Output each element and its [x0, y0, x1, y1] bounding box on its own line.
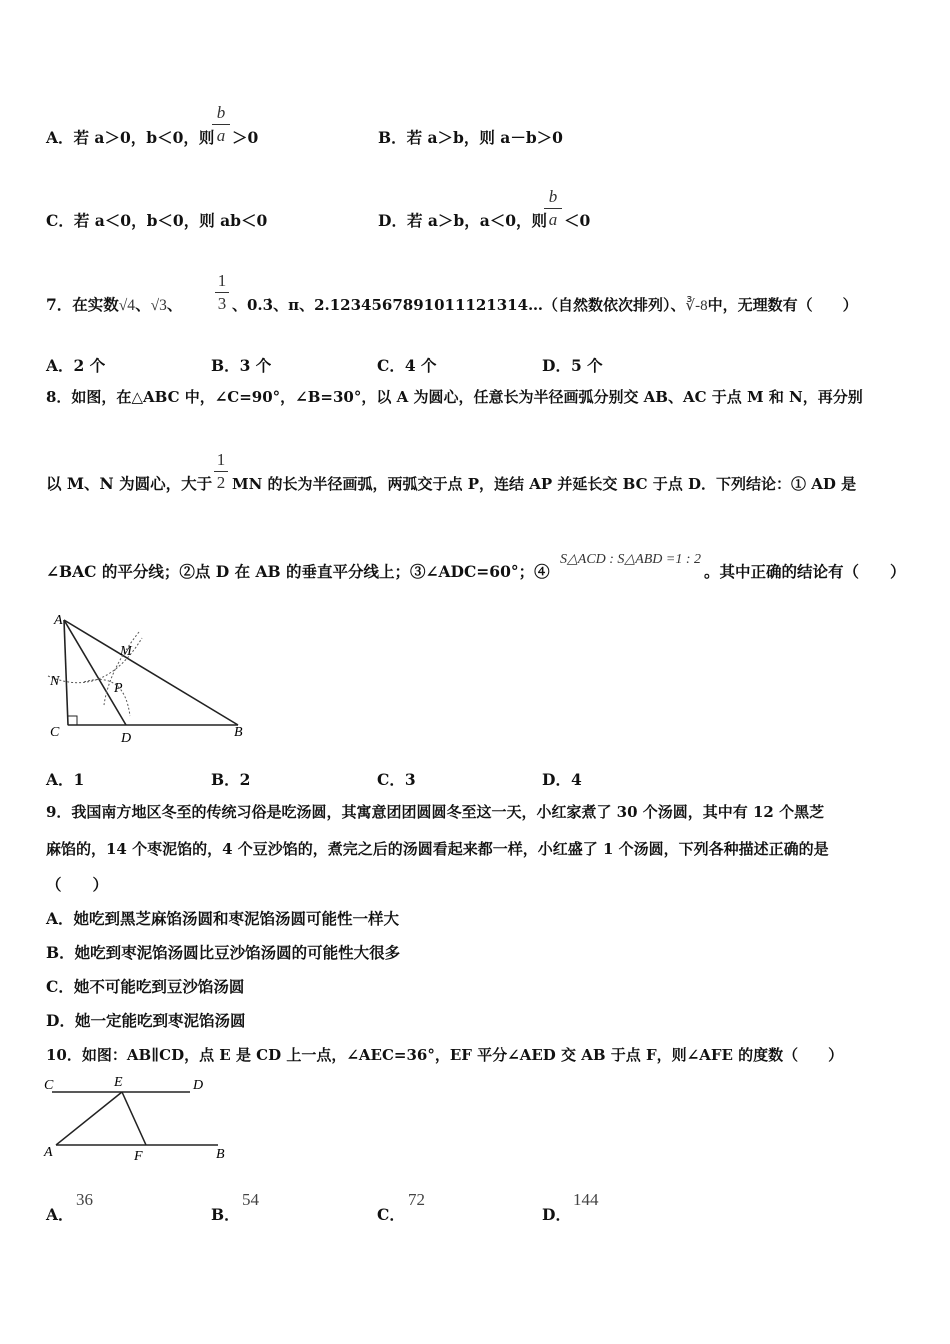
q10-option-b-value: 54	[242, 1190, 259, 1209]
q9-option-a: A．她吃到黑芝麻馅汤圆和枣泥馅汤圆可能性一样大	[46, 909, 400, 928]
q8-triangle-figure	[44, 610, 254, 745]
q10-label-c: C	[44, 1078, 54, 1093]
q10-label-e: E	[114, 1075, 123, 1090]
q8-line1: 8．如图，在△ABC 中，∠C=90°，∠B=30°，以 A 为圆心，任意长为半径画弧分别交 AB、AC 于点 M 和 N，再分别	[46, 388, 863, 406]
q6-a-post: ＞0	[232, 128, 259, 147]
q8-option-a: A．1	[46, 770, 85, 789]
q6-option-c: C．若 a＜0，b＜0，则 ab＜0	[46, 211, 268, 230]
q7-fraction: 1 3	[215, 271, 229, 314]
q7-option-d: D．5 个	[542, 356, 603, 375]
q10-label-a: A	[44, 1145, 53, 1160]
q10-option-d-value: 144	[573, 1190, 599, 1209]
q7-option-a: A．2 个	[46, 356, 106, 375]
q10-option-c: C．	[377, 1205, 405, 1224]
q8-line2: 以 M、N 为圆心，大于	[46, 474, 213, 493]
q7-option-c: C．4 个	[377, 356, 437, 375]
q8-label-n: N	[50, 674, 60, 689]
q9-option-c: C．她不可能吃到豆沙馅汤圆	[46, 977, 245, 996]
q8-label-b: B	[234, 725, 243, 740]
q10-option-a: A．	[46, 1205, 74, 1224]
q6-d-fraction: b a	[544, 187, 562, 230]
q8-option-d: D．4	[542, 770, 582, 789]
q10-option-c-value: 72	[408, 1190, 425, 1209]
q10-parallel-figure	[40, 1072, 240, 1167]
q10-label-f: F	[134, 1149, 143, 1164]
q8-label-d: D	[121, 731, 132, 745]
q6-option-a: A．若 a＞0，b＜0，则	[46, 128, 215, 147]
q10-label-b: B	[216, 1147, 225, 1162]
q7-stem: 7．在实数√4、√3、	[46, 295, 183, 314]
q7-option-b: B．3 个	[211, 356, 272, 375]
q8-label-a: A	[54, 613, 63, 628]
q8-label-m: M	[120, 644, 132, 659]
q10-option-a-value: 36	[76, 1190, 93, 1209]
q6-a-fraction: b a	[212, 103, 230, 146]
q10-option-b: B．	[211, 1205, 240, 1224]
q8-option-b: B．2	[211, 770, 251, 789]
q8-fraction: 1 2	[214, 450, 228, 493]
q8-area-ratio: S△ACD : S△ABD =1 : 2	[560, 552, 702, 567]
q10-option-d: D．	[542, 1205, 571, 1224]
q8-line3-post: 。其中正确的结论有（ ）	[704, 562, 906, 581]
q6-option-b: B．若 a＞b，则 a－b＞0	[378, 128, 563, 147]
q9-option-d: D．她一定能吃到枣泥馅汤圆	[46, 1011, 246, 1030]
q9-line2: 麻馅的，14 个枣泥馅的，4 个豆沙馅的，煮完之后的汤圆看起来都一样，小红盛了 1 个汤圆，下列各种描述正确的是	[46, 840, 829, 858]
q9-line1: 9．我国南方地区冬至的传统习俗是吃汤圆，其寓意团团圆圆冬至这一天，小红家煮了 30 个汤圆，其中有 12 个黑芝	[46, 803, 825, 821]
q8-line3: ∠BAC 的平分线；②点 D 在 AB 的垂直平分线上；③∠ADC=60°；④	[46, 562, 550, 581]
q9-option-b: B．她吃到枣泥馅汤圆比豆沙馅汤圆的可能性大很多	[46, 943, 401, 962]
q7-stem-rest: 、0.3̇、π、2.1234567891011121314…（自然数依次排列）、∛-8中，无理数有（ ）	[232, 296, 858, 314]
q8-option-c: C．3	[377, 770, 416, 789]
q8-label-p: P	[114, 681, 123, 696]
q6-option-d: D．若 a＞b，a＜0，则	[378, 211, 548, 230]
q8-line2-post: MN 的长为半径画弧，两弧交于点 P，连结 AP 并延长交 BC 于点 D．下列结论：① AD 是	[232, 475, 857, 493]
q6-d-post: ＜0	[564, 211, 591, 230]
q9-line3: （ ）	[46, 875, 109, 894]
q8-label-c: C	[50, 725, 60, 740]
q10-label-d: D	[193, 1078, 204, 1093]
q10-stem: 10．如图：AB∥CD，点 E 是 CD 上一点，∠AEC=36°，EF 平分∠AED 交 AB 于点 F，则∠AFE 的度数（ ）	[46, 1046, 844, 1064]
